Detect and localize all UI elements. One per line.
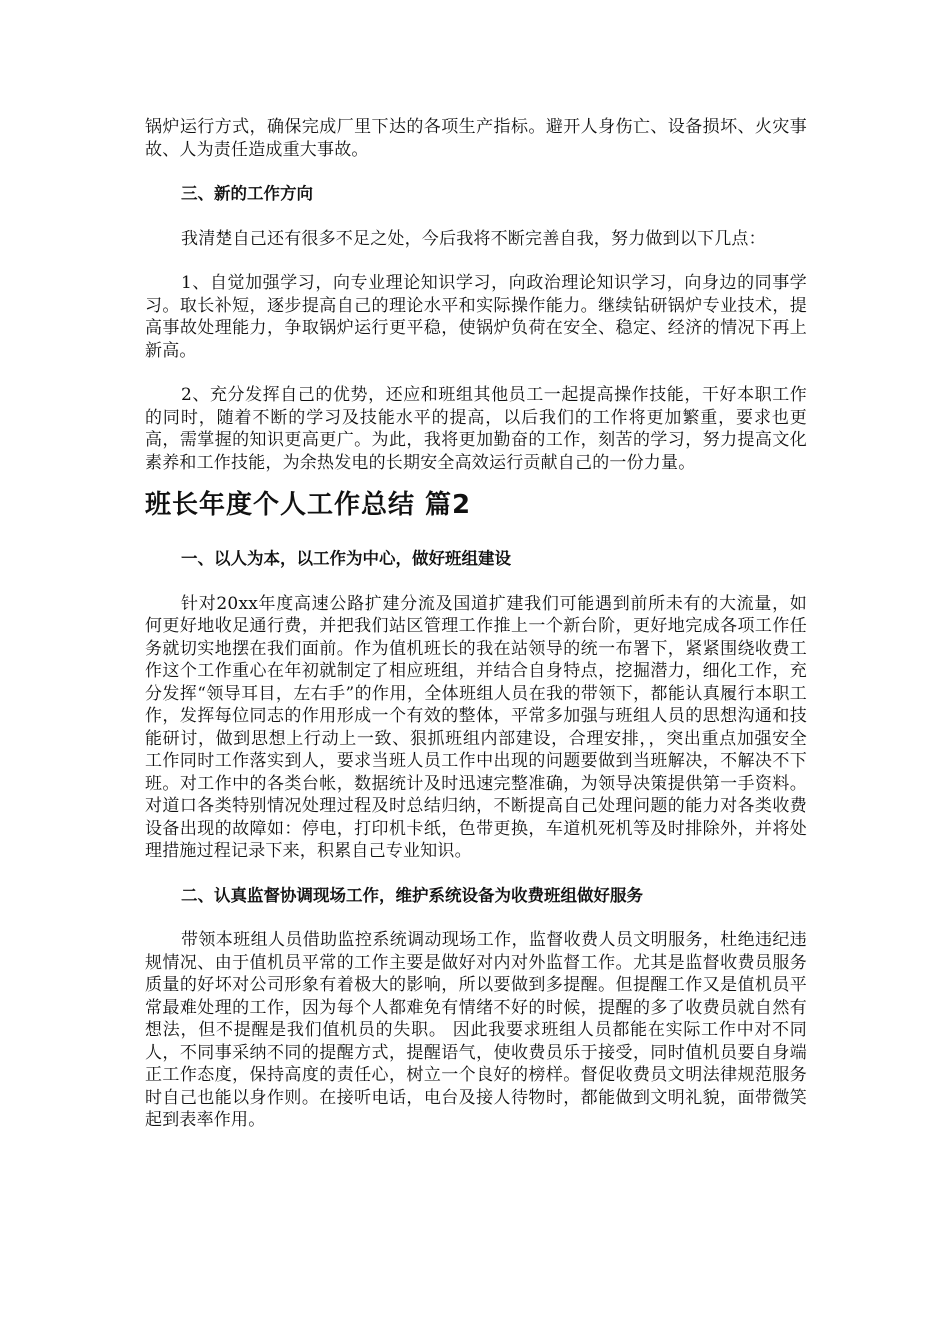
- paragraph-supervision: 带领本班组人员借助监控系统调动现场工作，监督收费人员文明服务，杜绝违纪违规情况、由于值机员平常的工作主要是做好对内对外监督工作。尤其是监督收费员服务质量的好坏对公司形象有着极大的影响，所以要做到多提醒。但提醒工作又是值机员平常最难处理的工作，因为每个人都难免有情绪不好的时候，提醒的多了收费员就自然有想法，但不提醒是我们值机员的失职。 因此我要求班组人员都能在实际工作中对不同人，不同事采纳不同的提醒方式，提醒语气，使收费员乐于接受，同时值机员要自身端正工作态度，保持高度的责任心，树立一个良好的榜样。督促收费员文明法律规范服务时自己也能以身作则。在接听电话，电台及接人待物时，都能做到文明礼貌，面带微笑起到表率作用。: [145, 930, 807, 1130]
- paragraph-point-1: 1、自觉加强学习，向专业理论知识学习，向政治理论知识学习，向身边的同事学习。取长补短，逐步提高自己的理论水平和实际操作能力。继续钻研锅炉专业技术，提高事故处理能力，争取锅炉运行更平稳，使锅炉负荷在安全、稳定、经济的情况下再上新高。: [145, 273, 807, 361]
- document-title-part2: 班长年度个人工作总结 篇2: [145, 490, 472, 520]
- paragraph-intro: 锅炉运行方式，确保完成厂里下达的各项生产指标。避开人身伤亡、设备损坏、火灾事故、人为责任造成重大事故。: [145, 117, 807, 160]
- paragraph-team-building: 针对20xx年度高速公路扩建分流及国道扩建我们可能遇到前所未有的大流量，如何更好地收足通行费，并把我们站区管理工作推上一个新台阶，更好地完成各项工作任务就切实地摆在我们面前。作为值机班长的我在站领导的统一布署下，紧紧围绕收费工作这个工作重心在年初就制定了相应班组，并结合自身特点，挖掘潜力，细化工作，充分发挥“领导耳目，左右手”的作用，全体班组人员在我的带领下，都能认真履行本职工作，发挥每位同志的作用形成一个有效的整体，平常多加强与班组人员的思想沟通和技能研讨，做到思想上行动上一致、狠抓班组内部建设，合理安排，，突出重点加强安全工作同时工作落实到人，要求当班人员工作中出现的问题要做到当班解决，不解决不下班。对工作中的各类台帐，数据统计及时迅速完整准确，为领导决策提供第一手资料。对道口各类特别情况处理过程及时总结归纳，不断提高自己处理问题的能力对各类收费设备出现的故障如：停电，打印机卡纸，色带更换，车道机死机等及时排除外，并将处理措施过程记录下来，积累自己专业知识。: [145, 593, 807, 861]
- document-page: [145, 116, 807, 1132]
- section-heading-supervision: 二、认真监督协调现场工作，维护系统设备为收费班组做好服务: [181, 885, 643, 905]
- section-heading-new-direction: 三、新的工作方向: [181, 184, 313, 203]
- paragraph-point-2: 2、充分发挥自己的优势，还应和班组其他员工一起提高操作技能，干好本职工作的同时，随着不断的学习及技能水平的提高，以后我们的工作将更加繁重，要求也更高，需掌握的知识更高更广。为此，我将更加勤奋的工作，刻苦的学习，努力提高文化素养和工作技能，为余热发电的长期安全高效运行贡献自己的一份力量。: [145, 385, 807, 473]
- paragraph-section3-intro: 我清楚自己还有很多不足之处，今后我将不断完善自我，努力做到以下几点：: [181, 228, 766, 249]
- section-heading-team-building: 一、以人为本，以工作为中心，做好班组建设: [181, 549, 511, 568]
